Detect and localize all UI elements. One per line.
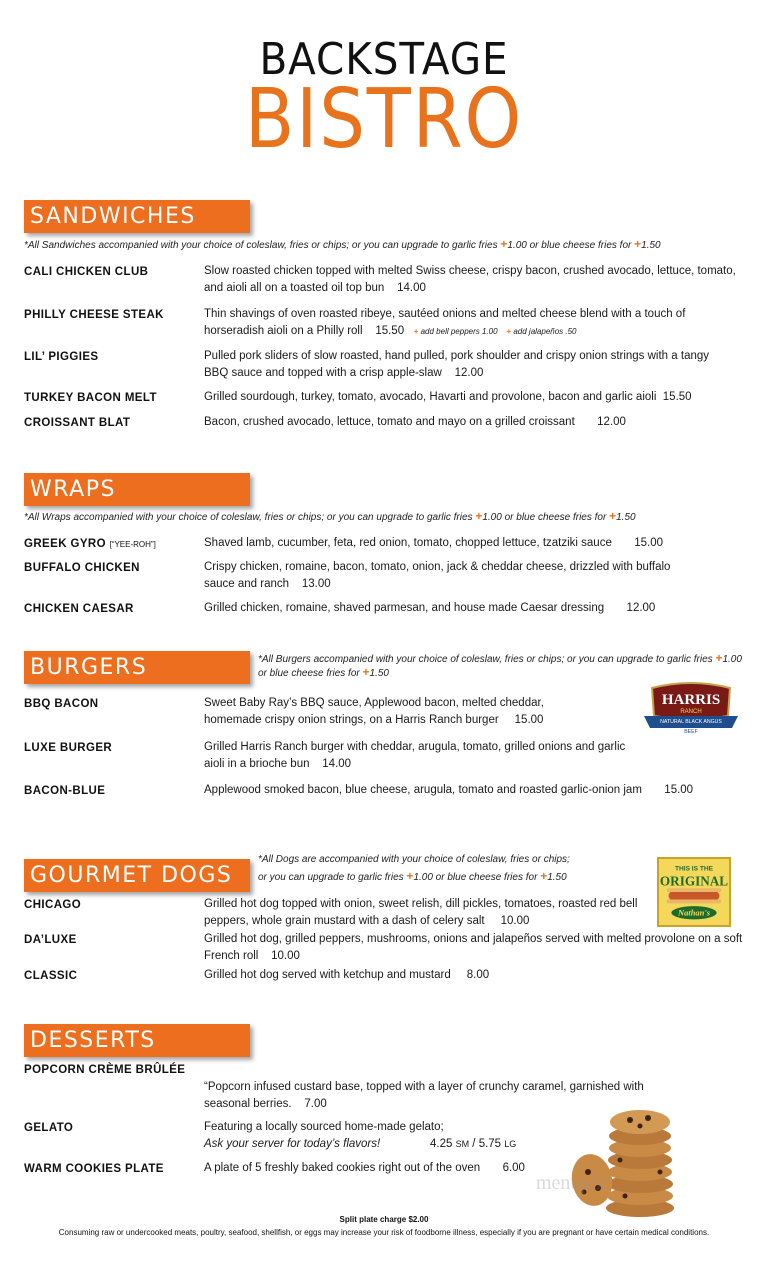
item-name: CROISSANT BLAT [24, 417, 131, 429]
section-title-gourmet-dogs: GOURMET DOGS [24, 859, 250, 892]
item-desc: Thin shavings of oven roasted ribeye, sautéed onions and melted cheese blend with a touch of horseradish aioli on a Philly roll 15.50 + add bell peppers 1.00 + add jalapeños .50 [204, 308, 686, 337]
item-price: 14.00 [397, 282, 426, 294]
item-price: 15.00 [664, 784, 694, 796]
item-name: LIL’ PIGGIES [24, 351, 99, 363]
sandwiches-note: *All Sandwiches accompanied with your choice of coleslaw, fries or chips; or you can upgrade to garlic fries +1.00 or blue cheese fries for +1.50 [24, 237, 661, 251]
item-name: WARM COOKIES PLATE [24, 1163, 164, 1175]
section-title-desserts: DESSERTS [24, 1024, 250, 1057]
dogs-note-line1: *All Dogs are accompanied with your choice of coleslaw, fries or chips; [258, 854, 570, 865]
item-desc: Slow roasted chicken topped with melted Swiss cheese, crispy bacon, crushed avocado, lettuce, tomato, and aioli all on a toasted oil top bun 14.00 [204, 265, 736, 294]
logo-backstage: BACKSTAGE [259, 34, 509, 85]
item-desc: Grilled hot dog served with ketchup and mustard 8.00 [204, 969, 490, 981]
item-price: 8.00 [466, 969, 490, 981]
item-price: 15.50 [375, 325, 405, 337]
item-price: 10.00 [271, 950, 300, 962]
item-price: 4.25 SM / 5.75 LG [430, 1138, 517, 1150]
item-desc: Crispy chicken, romaine, bacon, tomato, onion, jack & cheddar cheese, drizzled with buffalo sauce and ranch 13.00 [204, 561, 671, 590]
logo-bistro: BISTRO [244, 72, 524, 167]
item-name: PHILLY CHEESE STEAK [24, 309, 164, 321]
item-name: CLASSIC [24, 970, 78, 982]
item-desc: Applewood smoked bacon, blue cheese, arugula, tomato and roasted garlic-onion jam 15.00 [204, 784, 694, 796]
beef-text: BEEF [684, 729, 698, 734]
this-is-the-text: THIS IS THE [674, 865, 714, 873]
nathans-original-logo [657, 857, 731, 927]
dogs-note-line2: or you can upgrade to garlic fries +1.00 or blue cheese fries for +1.50 [258, 869, 567, 883]
item-desc: Grilled sourdough, turkey, tomato, avocado, Havarti and provolone, bacon and garlic aioli 15.50 [204, 391, 692, 403]
harris-ranch-logo [642, 682, 740, 734]
burgers-note: *All Burgers accompanied with your choice of coleslaw, fries or chips; or you can upgrade to garlic fries +1.00 or blue cheese fries for +1.50 [258, 651, 742, 679]
item-desc: Grilled hot dog, grilled peppers, mushrooms, onions and jalapeños served with melted provolone on a soft French roll 10.00 [204, 933, 743, 962]
item-name: GREEK GYRO [“YEE-ROH”] [24, 538, 156, 550]
section-title-wraps: WRAPS [24, 473, 250, 506]
item-price: 12.00 [597, 416, 626, 428]
item-price: 7.00 [304, 1098, 327, 1110]
item-price: 15.00 [634, 537, 664, 549]
item-desc: Bacon, crushed avocado, lettuce, tomato and mayo on a grilled croissant 12.00 [204, 416, 626, 428]
item-name: CALI CHICKEN CLUB [24, 266, 149, 278]
item-name: BBQ BACON [24, 698, 99, 710]
item-name: CHICKEN CAESAR [24, 603, 134, 615]
item-desc: Featuring a locally sourced home-made gelato; [204, 1121, 444, 1133]
wraps-note: *All Wraps accompanied with your choice of coleslaw, fries or chips; or you can upgrade to garlic fries +1.00 or blue cheese fries for +1.50 [24, 509, 636, 523]
item-pronunciation: [“YEE-ROH”] [109, 540, 156, 549]
original-text: ORIGINAL [659, 873, 729, 889]
item-name: BUFFALO CHICKEN [24, 562, 140, 574]
watermark: menupix [536, 1172, 606, 1194]
item-name: DA’LUXE [24, 934, 77, 946]
section-title-sandwiches: SANDWICHES [24, 200, 250, 233]
item-name: POPCORN CRÈME BRÛLÉE [24, 1064, 186, 1076]
item-name: TURKEY BACON MELT [24, 392, 157, 404]
split-plate-charge: Split plate charge $2.00 [339, 1215, 429, 1224]
food-safety-warning: Consuming raw or undercooked meats, poultry, seafood, shellfish, or eggs may increase your risk of foodborne illness, especially if you are pregnant or have certain medical conditions. [58, 1228, 710, 1237]
item-desc: “Popcorn infused custard base, topped with a layer of crunchy caramel, garnished with seasonal berries. 7.00 [204, 1081, 644, 1110]
angus-text: NATURAL BLACK ANGUS [660, 719, 722, 725]
item-name: LUXE BURGER [24, 742, 113, 754]
item-desc: Grilled hot dog topped with onion, sweet relish, dill pickles, tomatoes, roasted red bell peppers, whole grain mustard with a dash of celery salt 10.00 [204, 898, 638, 927]
item-desc-italic: Ask your server for today’s flavors! 4.25 SM / 5.75 LG [204, 1136, 584, 1153]
ranch-text: RANCH [680, 709, 702, 715]
item-name: CHICAGO [24, 899, 82, 911]
item-name: GELATO [24, 1122, 74, 1134]
item-price: 13.00 [301, 578, 331, 590]
item-price: 15.50 [662, 391, 692, 403]
item-price: 15.00 [514, 714, 544, 726]
section-title-burgers: BURGERS [24, 651, 250, 684]
item-desc: Sweet Baby Ray’s BBQ sauce, Applewood bacon, melted cheddar, homemade crispy onion strings, on a Harris Ranch burger 15.00 [204, 697, 544, 726]
item-desc: Shaved lamb, cucumber, feta, red onion, tomato, chopped lettuce, tzatziki sauce 15.00 [204, 537, 664, 549]
item-price: 14.00 [322, 758, 352, 770]
item-desc: Pulled pork sliders of slow roasted, hand pulled, pork shoulder and crispy onion strings with a tangy BBQ sauce and topped with a crisp apple-slaw 12.00 [204, 350, 710, 379]
item-desc: A plate of 5 freshly baked cookies right out of the oven 6.00 [204, 1162, 525, 1174]
item-price: 12.00 [626, 602, 656, 614]
harris-text: HARRIS [661, 692, 721, 708]
item-price: 6.00 [502, 1162, 525, 1174]
item-price: 10.00 [500, 915, 530, 927]
item-desc: Grilled chicken, romaine, shaved parmesan, and house made Caesar dressing 12.00 [204, 602, 656, 614]
item-price: 12.00 [454, 367, 484, 379]
item-name: BACON-BLUE [24, 785, 106, 797]
cookie-stack-image [570, 1100, 680, 1220]
item-desc: Grilled Harris Ranch burger with cheddar, arugula, tomato, grilled onions and garlic aioli in a brioche bun 14.00 [204, 741, 626, 770]
nathans-text: Nathan's [677, 907, 711, 918]
